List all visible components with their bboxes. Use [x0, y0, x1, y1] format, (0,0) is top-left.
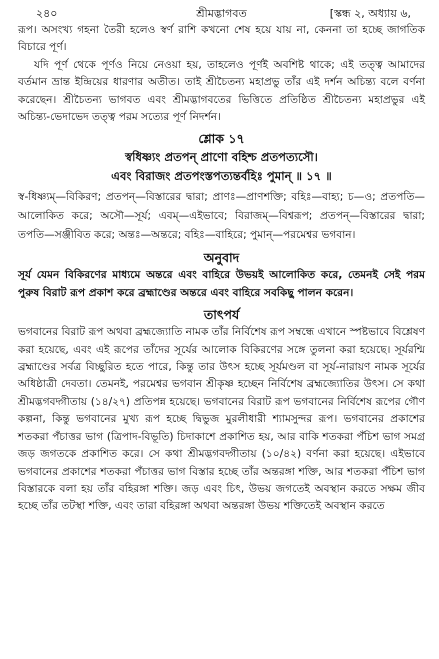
intro-text [18, 22, 425, 126]
section-label: [স্কন্ধ ২, অধ্যায় ৬, [329, 7, 411, 20]
translation-text: সূর্য যেমন বিকিরণের মাধ্যমে অন্তরে এবং বাহিরে উভয়ই আলোকিত করে, তেমনই সেই পরম পুরুষ বিরাট রূপ প্রকাশ করে ব্রহ্মাণ্ডের অন্তরে এবং বাহিরে সবকিছু পালন করেন। [18, 269, 425, 299]
word-for-word-synonyms: স্ব-ধিষ্ণ্যম্—বিকিরণ; প্রতপন্—বিস্তারের দ্বারা; প্রাণঃ—প্রাণশক্তি; বহিঃ—বাহ্য; চ—ও; প্রতপতি—আলোকিত করে; অসৌ—সূর্য; এবম্—এইভাবে; বিরাজম্—বিশ্বরূপ; প্রতপন্—বিস্তারের দ্বারা; তপতি—সঞ্জীবিত করে; অন্তঃ—অন্তরে; বহিঃ—বাহিরে; পুমান্—পরমেশ্বর ভগবান। [18, 191, 425, 242]
translation-heading: অনুবাদ [203, 250, 240, 266]
purport-text: ভগবানের বিরাট রূপ অথবা ব্রহ্মজ্যোতি নামক তাঁর নির্বিশেষ রূপ সম্বন্ধে এখানে স্পষ্টভাবে বিশ্লেষণ করা হয়েছে, এবং এই রূপের তাঁদের সূর্যের আলোক বিকিরণের সঙ্গে তুলনা করা হয়েছে। সূর্যরশ্মি ব্রহ্মাণ্ডের সর্বত্র বিচ্ছুরিত হতে পারে, কিন্তু তার উৎস হচ্ছে সূর্যমণ্ডল বা সূর্য-নারায়ণ নামক সূর্যের অধিষ্ঠাত্রী দেবতা। তেমনই, পরমেশ্বর ভগবান শ্রীকৃষ্ণ হচ্ছেন নির্বিশেষ ব্রহ্মজ্যোতির উৎস। সে কথা শ্রীমদ্ভগবদ্গীতায় (১৪/২৭) প্রতিপন্ন হয়েছে। ভগবানের বিরাট রূপ ভগবানের নির্বিশেষ রূপের গৌণ কল্পনা, কিন্তু ভগবানের মুখ্য রূপ হচ্ছে দ্বিভুজ মুরলীধারী শ্যামসুন্দর রূপ। ভগবানের প্রকাশের শতকরা পঁচাত্তর ভাগ (ত্রিপাদ-বিভূতি) চিদাকাশে প্রকাশিত হয়, আর বাকি শতকরা পঁচিশ ভাগ সমগ্র জড় জগতকে প্রকাশিত করে। সে কথা শ্রীমদ্ভগবদ্গীতায় (১০/৪২) বর্ণনা করা হয়েছে। এইভাবে ভগবানের প্রকাশের শতকরা পঁচাত্তর ভাগ বিস্তার হচ্ছে তাঁর অন্তরঙ্গা শক্তি, আর শতকরা পঁচিশ ভাগ বিস্তারকে বলা হয় তাঁর বহিরঙ্গা শক্তি। জড় এবং চিৎ, উভয় জগতেই অবস্থান করতে সক্ষম জীব হচ্ছে তাঁর তটস্থা শক্তি, এবং তারা বহিরঙ্গা অথবা অন্তরঙ্গা উভয় শক্তিতেই অবস্থান করতে [18, 326, 425, 513]
page-header [18, 0, 425, 22]
intro-paragraph-1: রূপ। অসংখ্য গহনা তৈরী হলেও স্বর্ণ রাশি কখনো শেষ হয়ে যায় না, কেননা তা হচ্ছে জাগতিক বিচারে পূর্ণ। [18, 24, 425, 54]
verse-heading: শ্লোক ১৭ [198, 131, 245, 147]
intro-paragraph-2: যদি পূর্ণ থেকে পূর্ণও নিয়ে নেওয়া হয়, তাহলেও পূর্ণই অবশিষ্ট থাকে; এই তত্ত্ব আমাদের বর্তমান ভ্রান্ত ইন্দ্রিয়ের ধারণার অতীত। তাই শ্রীচৈতন্য মহাপ্রভু তাঁর এই দর্শন অচিন্ত্য বলে বর্ণনা করেছেন। শ্রীচৈতন্য ভাগবত এবং শ্রীমদ্ভাগবতের ভিত্তিতে প্রতিষ্ঠিত শ্রীচৈতন্য মহাপ্রভুর এই অচিন্ত্য-ভেদাভেদ তত্ত্ব পরম সত্যের পূর্ণ নিদর্শন। [18, 58, 425, 124]
purport-heading: তাৎপর্য [203, 307, 240, 323]
verse-line-2: এবং বিরাজং প্রতপংস্তপত্যন্তর্বহিঃ পুমান্ ॥ ১৭ ॥ [111, 169, 332, 184]
verse-line-1: স্বধিষ্ণ্যং প্রতপন্ প্রাণো বহিশ্চ প্রতপত্যসৌ। [125, 150, 318, 165]
book-title: শ্রীমদ্ভাগবত [196, 7, 247, 20]
page-number: ২৪০ [36, 7, 58, 20]
